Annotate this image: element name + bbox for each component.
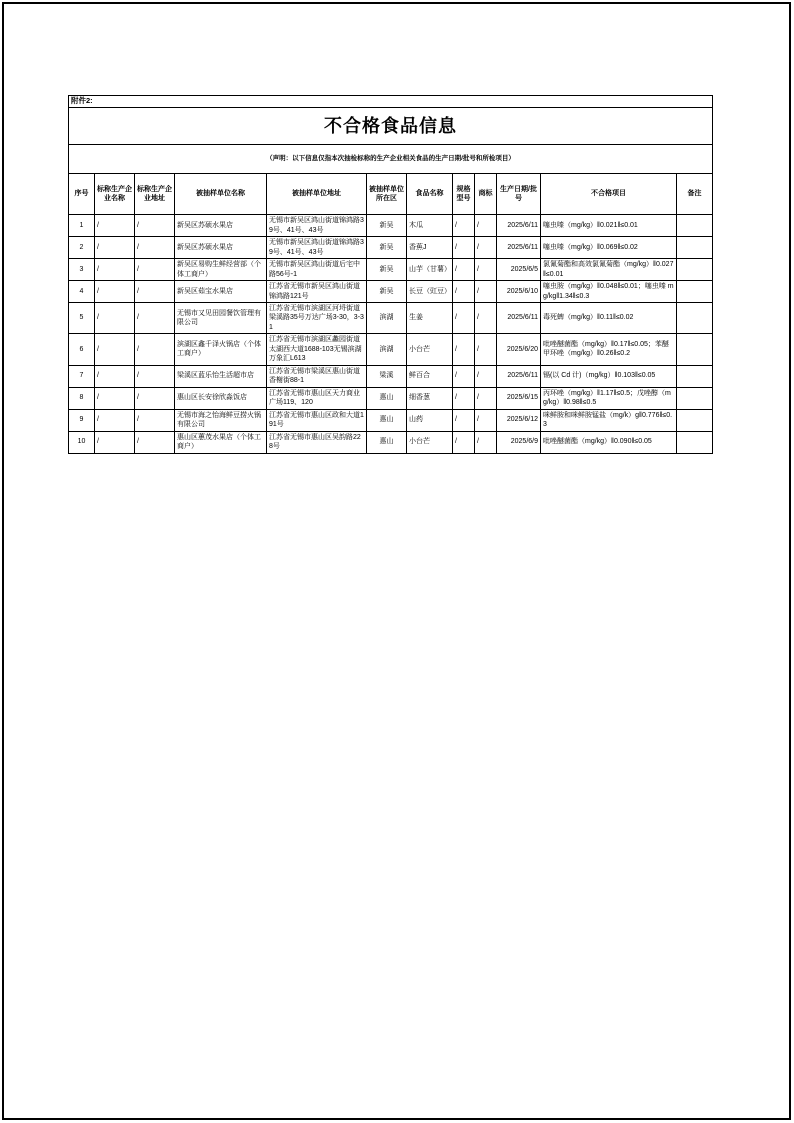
cell-food-name: 木瓜 [407, 215, 453, 237]
cell-producer-name: / [95, 365, 135, 387]
cell-unit-address: 江苏省无锡市新吴区鸿山街道锦鸿路121号 [267, 281, 367, 303]
cell-spec: / [453, 303, 475, 334]
cell-unit-name: 惠山区长安徐欣淼饭店 [175, 387, 267, 409]
cell-failed-item: 噻虫胺（mg/kg）‖0.048‖≤0.01；噻虫嗪 mg/kg‖1.34‖≤0.3 [541, 281, 677, 303]
cell-producer-name: / [95, 387, 135, 409]
table-row [69, 409, 713, 431]
cell-district: 滨湖 [367, 303, 407, 334]
cell-spec: / [453, 409, 475, 431]
cell-food-name: 山芋（甘薯） [407, 259, 453, 281]
cell-spec: / [453, 387, 475, 409]
cell-producer-address: / [135, 334, 175, 365]
column-header-remark: 备注 [677, 174, 713, 215]
cell-remark [677, 431, 713, 453]
cell-failed-item: 噻虫嗪（mg/kg）‖0.069‖≤0.02 [541, 237, 677, 259]
cell-spec: / [453, 215, 475, 237]
cell-producer-name: / [95, 334, 135, 365]
table-row [69, 281, 713, 303]
cell-failed-item: 噻虫嗪（mg/kg）‖0.021‖≤0.01 [541, 215, 677, 237]
cell-production-date: 2025/6/10 [497, 281, 541, 303]
cell-producer-address: / [135, 215, 175, 237]
cell-unit-name: 无锡市海之怡海鲜豆捞火锅有限公司 [175, 409, 267, 431]
cell-unit-address: 江苏省无锡市惠山区天力商业广场119、120 [267, 387, 367, 409]
column-header-row [69, 174, 713, 215]
disclaimer-text: （声明：以下信息仅指本次抽检标称的生产企业相关食品的生产日期/批号和所检项目） [69, 145, 713, 174]
cell-remark [677, 409, 713, 431]
cell-spec: / [453, 365, 475, 387]
cell-unit-name: 梁溪区蓝乐怡生活超市店 [175, 365, 267, 387]
cell-production-date: 2025/6/12 [497, 409, 541, 431]
table-row [69, 303, 713, 334]
cell-producer-address: / [135, 409, 175, 431]
cell-remark [677, 215, 713, 237]
cell-unit-address: 江苏省无锡市梁溪区惠山街道香榭街88-1 [267, 365, 367, 387]
title-row [69, 108, 713, 145]
cell-remark [677, 281, 713, 303]
cell-failed-item: 氯氰菊酯和高效氯氰菊酯（mg/kg）‖0.027‖≤0.01 [541, 259, 677, 281]
cell-failed-item: 吡唑醚菌酯（mg/kg）‖0.17‖≤0.05；苯醚甲环唑（mg/kg）‖0.26‖≤0.2 [541, 334, 677, 365]
cell-spec: / [453, 334, 475, 365]
cell-brand: / [475, 237, 497, 259]
cell-district: 滨湖 [367, 334, 407, 365]
cell-spec: / [453, 281, 475, 303]
column-header-producer-name: 标称生产企业名称 [95, 174, 135, 215]
cell-production-date: 2025/6/11 [497, 303, 541, 334]
cell-producer-address: / [135, 281, 175, 303]
cell-district: 梁溪 [367, 365, 407, 387]
cell-unit-name: 滨湖区鑫千泽火锅店（个体工商户） [175, 334, 267, 365]
cell-producer-name: / [95, 259, 135, 281]
column-header-unit-address: 被抽样单位地址 [267, 174, 367, 215]
cell-unit-name: 新吴区茹宝水果店 [175, 281, 267, 303]
attachment-row [69, 96, 713, 108]
cell-district: 新吴 [367, 215, 407, 237]
cell-production-date: 2025/6/20 [497, 334, 541, 365]
cell-seq: 9 [69, 409, 95, 431]
page-title: 不合格食品信息 [69, 108, 713, 145]
table-row [69, 431, 713, 453]
column-header-producer-address: 标称生产企业地址 [135, 174, 175, 215]
cell-failed-item: 镉(以 Cd 计)（mg/kg）‖0.103‖≤0.05 [541, 365, 677, 387]
cell-producer-address: / [135, 303, 175, 334]
cell-food-name: 生姜 [407, 303, 453, 334]
cell-producer-name: / [95, 281, 135, 303]
table-row [69, 365, 713, 387]
cell-brand: / [475, 365, 497, 387]
cell-unit-address: 江苏省无锡市滨湖区河埒街道梁溪路35号万达广场3-30，3-31 [267, 303, 367, 334]
cell-producer-address: / [135, 237, 175, 259]
cell-production-date: 2025/6/11 [497, 365, 541, 387]
cell-production-date: 2025/6/15 [497, 387, 541, 409]
cell-district: 新吴 [367, 259, 407, 281]
column-header-district: 被抽样单位所在区 [367, 174, 407, 215]
column-header-spec: 规格型号 [453, 174, 475, 215]
cell-producer-address: / [135, 259, 175, 281]
cell-food-name: 长豆（豇豆） [407, 281, 453, 303]
column-header-food-name: 食品名称 [407, 174, 453, 215]
cell-brand: / [475, 431, 497, 453]
cell-brand: / [475, 334, 497, 365]
table-row [69, 259, 713, 281]
cell-producer-address: / [135, 387, 175, 409]
cell-failed-item: 吡唑醚菌酯（mg/kg）‖0.090‖≤0.05 [541, 431, 677, 453]
cell-producer-name: / [95, 303, 135, 334]
nonconforming-food-table [68, 95, 713, 454]
cell-brand: / [475, 215, 497, 237]
cell-district: 惠山 [367, 387, 407, 409]
cell-food-name: 山药 [407, 409, 453, 431]
cell-unit-name: 新吴区苏硕水果店 [175, 215, 267, 237]
cell-seq: 2 [69, 237, 95, 259]
cell-production-date: 2025/6/5 [497, 259, 541, 281]
cell-district: 新吴 [367, 281, 407, 303]
disclaimer-row [69, 145, 713, 174]
cell-spec: / [453, 259, 475, 281]
cell-producer-address: / [135, 365, 175, 387]
cell-seq: 8 [69, 387, 95, 409]
table-row [69, 334, 713, 365]
cell-unit-name: 惠山区蕙茂水果店（个体工商户） [175, 431, 267, 453]
cell-food-name: 小台芒 [407, 431, 453, 453]
cell-producer-name: / [95, 237, 135, 259]
cell-district: 惠山 [367, 431, 407, 453]
cell-producer-name: / [95, 215, 135, 237]
cell-food-name: 细香葱 [407, 387, 453, 409]
cell-brand: / [475, 259, 497, 281]
cell-producer-name: / [95, 409, 135, 431]
cell-unit-address: 无锡市新吴区鸿山街道锦鸿路39号、41号、43号 [267, 237, 367, 259]
cell-failed-item: 丙环唑（mg/kg）‖1.17‖≤0.5；戊唑醇（mg/kg）‖0.98‖≤0.5 [541, 387, 677, 409]
cell-spec: / [453, 431, 475, 453]
cell-unit-address: 无锡市新吴区鸿山街道锦鸿路39号、41号、43号 [267, 215, 367, 237]
cell-unit-address: 无锡市新吴区鸿山街道后宅中路56号-1 [267, 259, 367, 281]
cell-seq: 4 [69, 281, 95, 303]
cell-food-name: 小台芒 [407, 334, 453, 365]
cell-district: 惠山 [367, 409, 407, 431]
cell-seq: 10 [69, 431, 95, 453]
cell-unit-name: 新吴区苏硕水果店 [175, 237, 267, 259]
cell-remark [677, 237, 713, 259]
cell-unit-address: 江苏省无锡市惠山区政和大道191号 [267, 409, 367, 431]
cell-brand: / [475, 409, 497, 431]
cell-production-date: 2025/6/11 [497, 237, 541, 259]
cell-district: 新吴 [367, 237, 407, 259]
cell-unit-address: 江苏省无锡市惠山区吴韵路228号 [267, 431, 367, 453]
cell-remark [677, 334, 713, 365]
cell-remark [677, 259, 713, 281]
cell-production-date: 2025/6/9 [497, 431, 541, 453]
table-row [69, 237, 713, 259]
column-header-production-date: 生产日期/批号 [497, 174, 541, 215]
column-header-brand: 商标 [475, 174, 497, 215]
attachment-label: 附件2: [69, 96, 713, 108]
table-row [69, 387, 713, 409]
cell-production-date: 2025/6/11 [497, 215, 541, 237]
cell-unit-name: 新吴区易购生鲜经营部（个体工商户） [175, 259, 267, 281]
column-header-unit-name: 被抽样单位名称 [175, 174, 267, 215]
column-header-failed-item: 不合格项目 [541, 174, 677, 215]
cell-brand: / [475, 387, 497, 409]
table-row [69, 215, 713, 237]
cell-food-name: 鲜百合 [407, 365, 453, 387]
cell-failed-item: 毒死蜱（mg/kg）‖0.11‖≤0.02 [541, 303, 677, 334]
cell-seq: 6 [69, 334, 95, 365]
cell-seq: 3 [69, 259, 95, 281]
cell-remark [677, 365, 713, 387]
cell-unit-address: 江苏省无锡市滨湖区蠡园街道太湖西大道1688-103无锡滨湖万象汇L613 [267, 334, 367, 365]
cell-seq: 7 [69, 365, 95, 387]
cell-remark [677, 303, 713, 334]
cell-seq: 5 [69, 303, 95, 334]
cell-remark [677, 387, 713, 409]
cell-food-name: 香蕉J [407, 237, 453, 259]
cell-producer-address: / [135, 431, 175, 453]
cell-brand: / [475, 303, 497, 334]
column-header-seq: 序号 [69, 174, 95, 215]
cell-unit-name: 无锡市又见田园餐饮管理有限公司 [175, 303, 267, 334]
cell-producer-name: / [95, 431, 135, 453]
cell-seq: 1 [69, 215, 95, 237]
cell-spec: / [453, 237, 475, 259]
cell-brand: / [475, 281, 497, 303]
cell-failed-item: 咪鲜胺和咪鲜胺锰盐（mg/k）g‖0.776‖≤0.3 [541, 409, 677, 431]
